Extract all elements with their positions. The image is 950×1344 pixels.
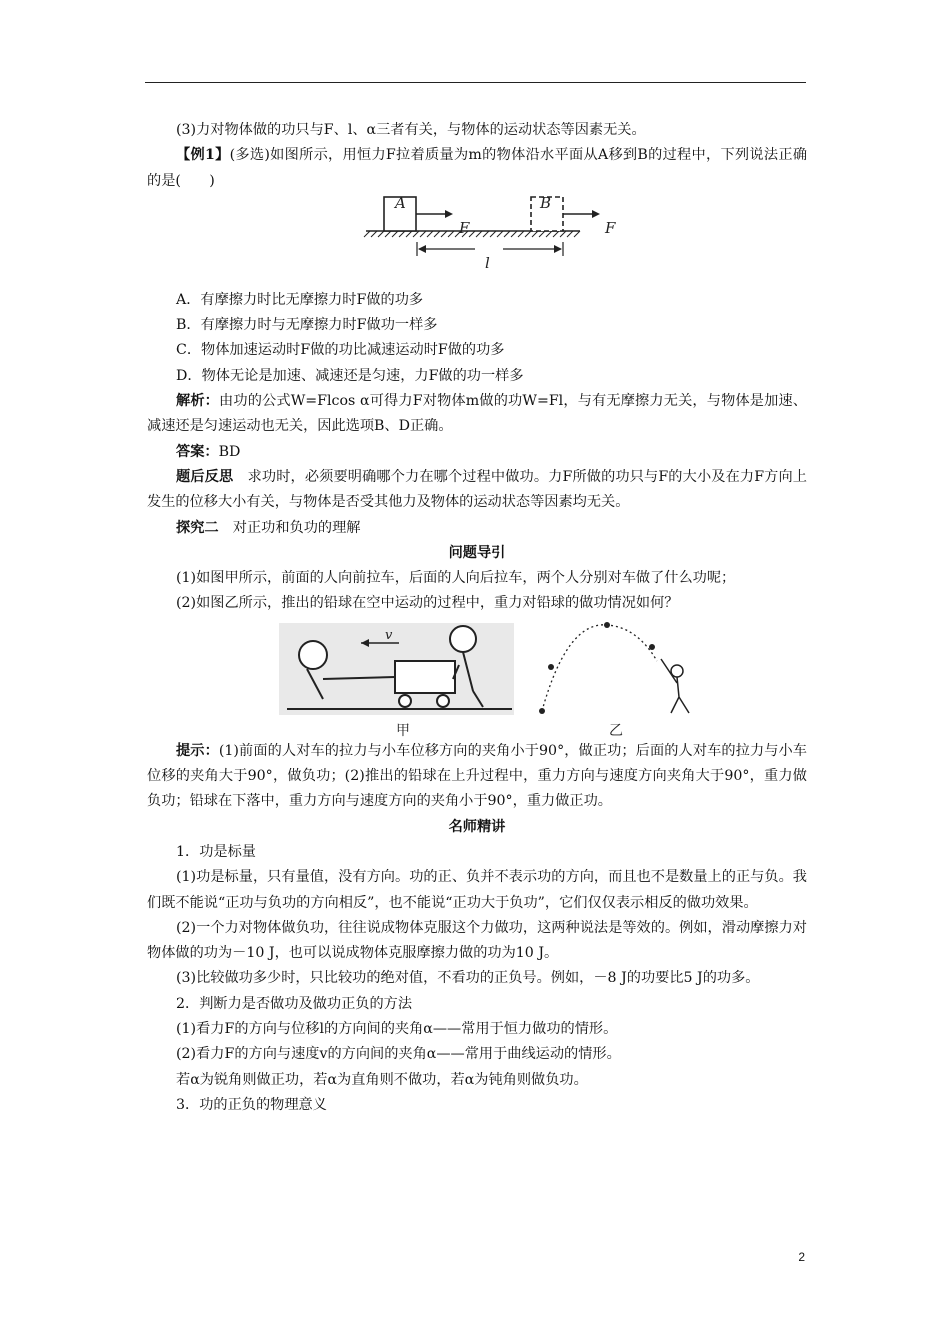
answer-text: BD xyxy=(218,443,241,460)
example-text: (多选)如图所示，用恒力F拉着质量为m的物体沿水平面从A移到B的过程中，下列说法正确的是( ) xyxy=(147,147,808,189)
disp-arrowhead-right xyxy=(554,245,562,253)
option-c: C．物体加速运动时F做的功比减速运动时F做的功多 xyxy=(176,342,505,359)
disp-arrowhead-left xyxy=(418,245,426,253)
label-f2: F xyxy=(605,218,616,237)
ground-surface xyxy=(147,194,366,288)
surface-line xyxy=(147,194,366,288)
point-3: 3．功的正负的物理意义 xyxy=(176,1096,327,1113)
section-title: 对正功和负功的理解 xyxy=(218,519,361,536)
force-arrowhead-b xyxy=(592,210,600,218)
subheading-lecture: 名师精讲 xyxy=(448,818,506,835)
shotput-scene xyxy=(539,622,689,714)
force-arrowhead-a xyxy=(445,210,453,218)
section-heading xyxy=(147,516,807,541)
point-2-c: 若α为锐角则做正功，若α为直角则不做功，若α为钝角则做负功。 xyxy=(176,1071,588,1088)
subheading-guide: 问题导引 xyxy=(448,544,506,561)
hint xyxy=(147,739,807,815)
reflection xyxy=(147,465,807,516)
label-b: B xyxy=(540,193,552,212)
analysis-label: 解析： xyxy=(176,393,220,410)
paragraph: (3)力对物体做的功只与F、l、α三者有关，与物体的运动状态等因素无关。 xyxy=(176,122,646,138)
caption-jia: 甲 xyxy=(396,722,410,739)
label-a: A xyxy=(395,193,406,212)
answer-label: 答案： xyxy=(176,443,219,460)
example-tag: 【例1】 xyxy=(176,147,230,164)
label-l: l xyxy=(485,253,490,272)
point-2-b: (2)看力F的方向与速度v的方向间的夹角α——常用于曲线运动的情形。 xyxy=(176,1046,621,1063)
guide-q2: (2)如图乙所示，推出的铅球在空中运动的过程中，重力对铅球的做功情况如何？ xyxy=(176,595,679,612)
analysis-text: 由功的公式W=Flcos α可得力F对物体m做的功W=Fl，与有无摩擦力无关，与物体是加速、减速还是匀速运动也无关，因此选项B、D正确。 xyxy=(147,393,807,435)
page-number: 2 xyxy=(798,1250,805,1264)
point-2: 2．判断力是否做功及做功正负的方法 xyxy=(176,995,413,1012)
cart-scene xyxy=(279,623,514,715)
option-d: D．物体无论是加速、减速还是匀速，力F做的功一样多 xyxy=(176,367,524,384)
velocity-label: v xyxy=(385,627,393,643)
cart-shotput-illustration xyxy=(147,621,807,739)
example-question xyxy=(147,143,807,194)
header-rule xyxy=(145,82,806,83)
reflection-text: 求功时，必须要明确哪个力在哪个过程中做功。力F所做的功只与F的大小及在力F方向上发生的位移大小有关，与物体是否受其他力及物体的运动状态等因素均无关。 xyxy=(147,468,807,511)
ground xyxy=(147,194,366,288)
point-2-a: (1)看力F的方向与位移l的方向间的夹角α——常用于恒力做功的情形。 xyxy=(176,1021,618,1038)
option-a: A．有摩擦力时比无摩擦力时F做的功多 xyxy=(176,291,424,308)
guide-q1: (1)如图甲所示，前面的人向前拉车，后面的人向后拉车，两个人分别对车做了什么功呢； xyxy=(176,570,736,587)
point-1: 1．功是标量 xyxy=(176,843,256,860)
hint-label: 提示： xyxy=(176,742,219,759)
figure-block-pull xyxy=(147,194,807,288)
point-1-b: (2)一个力对物体做负功，往往说成物体克服这个力做功，这两种说法是等效的。例如，滑动摩擦力对物体做的功为－10 J，也可以说成物体克服摩擦力做的功为10 J。 xyxy=(147,919,807,962)
reflection-label: 题后反思 xyxy=(176,468,234,485)
figure-cart-shotput xyxy=(147,621,807,739)
point-1-a: (1)功是标量，只有量值，没有方向。功的正、负并不表示功的方向，而且也不是数量上的正与负。我们既不能说“正功与负功的方向相反”，也不能说“正功大于负功”，它们仅仅表示相反的做功效果。 xyxy=(147,869,807,911)
ground-hatch xyxy=(364,231,580,237)
ground-line xyxy=(147,194,366,288)
analysis xyxy=(147,389,807,440)
point-1-c: (3)比较做功多少时，只比较功的绝对值，不看功的正负号。例如，－8 J的功要比5 J的功多。 xyxy=(176,970,760,987)
section-label: 探究二 xyxy=(176,519,219,536)
document-body xyxy=(147,118,807,1118)
option-b: B．有摩擦力时与无摩擦力时F做功一样多 xyxy=(176,317,438,334)
caption-yi: 乙 xyxy=(609,722,623,739)
hint-text: (1)前面的人对车的拉力与小车位移方向的夹角小于90°，做正功；后面的人对车的拉力与小车位移的夹角大于90°，做负功；(2)推出的铅球在上升过程中，重力方向与速度方向夹角大于90°，重力做负功；铅球在下落中，重力方向与速度方向的夹角小于90°，重力做正功。 xyxy=(147,742,807,810)
label-f1: F xyxy=(459,218,470,237)
block-pull-diagram xyxy=(147,194,807,288)
answer xyxy=(147,440,807,465)
